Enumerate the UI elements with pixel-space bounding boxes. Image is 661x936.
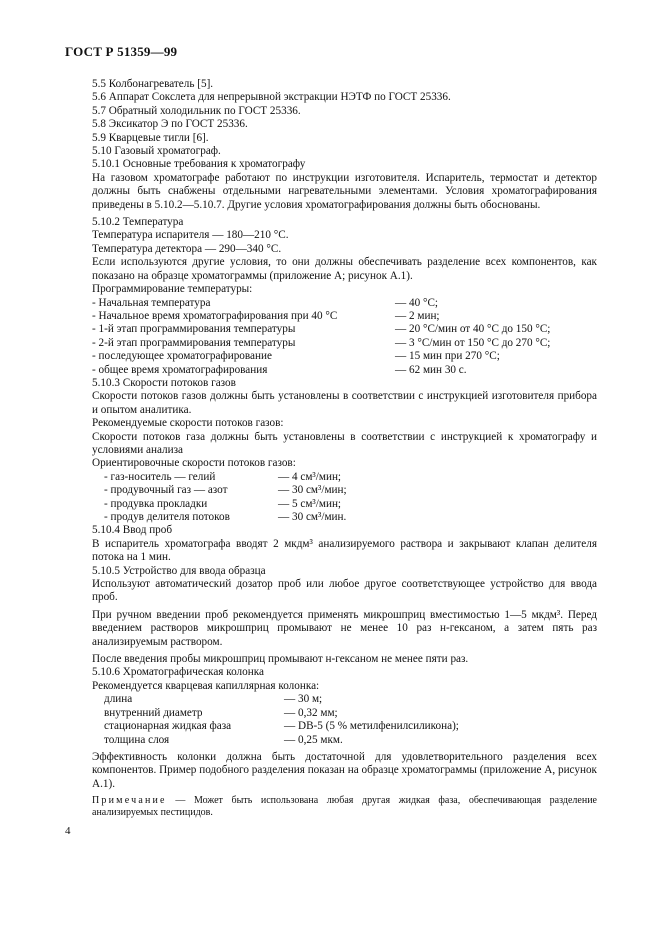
parameter-row bbox=[65, 693, 597, 706]
parameter-value: — 2 мин; bbox=[395, 309, 440, 322]
parameter-value: — 20 °С/мин от 40 °С до 150 °С; bbox=[395, 323, 551, 336]
paragraph: 5.10.3 Скорости потоков газов bbox=[92, 376, 236, 389]
parameter-row bbox=[65, 350, 597, 363]
paragraph: Скорости потоков газов должны быть установлены в соответствии с инструкцией изготовителя прибора и опытом аналитика. bbox=[92, 390, 597, 416]
paragraph: 5.10.4 Ввод проб bbox=[92, 524, 173, 537]
parameter-value: — 5 см³/мин; bbox=[278, 497, 342, 510]
paragraph: После введения пробы микрошприц промывают н-гексаном не менее пяти раз. bbox=[92, 653, 469, 666]
parameter-row bbox=[65, 498, 597, 511]
parameter-name: - 2-й этап программирования температуры bbox=[92, 336, 296, 349]
paragraph: 5.10.6 Хроматографическая колонка bbox=[92, 666, 264, 679]
parameter-value: — 30 м; bbox=[284, 693, 323, 706]
parameter-name: - Начальная температура bbox=[92, 296, 211, 309]
note-text: — Может быть использована любая другая жидкая фаза, обеспечивающая разделение анализируемых пестицидов. bbox=[92, 795, 597, 819]
parameter-row bbox=[65, 707, 597, 720]
parameter-value: — 40 °С; bbox=[395, 296, 439, 309]
paragraph: На газовом хроматографе работают по инструкции изготовителя. Испаритель, термостат и детектор должны быть снабжены отдельными нагревательными элементами. Условия хроматографирования приведены в 5.10.2—5.10.7. Другие условия хроматографирования должны быть обоснованы. bbox=[92, 171, 597, 211]
paragraph: Используют автоматический дозатор проб или любое другое соответствующее устройство для ввода проб. bbox=[92, 578, 597, 604]
paragraph: Температура испарителя — 180—210 °С. bbox=[92, 229, 289, 242]
paragraph: В испаритель хроматографа вводят 2 мкдм³ анализируемого раствора и закрывают клапан делителя потока на 1 мин. bbox=[92, 537, 597, 564]
parameter-name: - общее время хроматографирования bbox=[92, 363, 268, 376]
parameter-value: — 4 см³/мин; bbox=[278, 470, 342, 483]
parameter-row bbox=[65, 323, 597, 336]
paragraph: 5.5 Колбонагреватель [5]. bbox=[92, 78, 214, 90]
parameter-name: - 1-й этап программирования температуры bbox=[92, 323, 296, 336]
parameter-name: - продув делителя потоков bbox=[104, 511, 230, 523]
parameter-value: — DB-5 (5 % метилфенилсиликона); bbox=[284, 720, 459, 733]
parameter-row bbox=[65, 337, 597, 350]
parameter-name: внутренний диаметр bbox=[104, 706, 203, 719]
parameter-value: — 62 мин 30 с. bbox=[395, 363, 467, 376]
paragraph: Ориентировочные скорости потоков газов: bbox=[92, 457, 296, 470]
parameter-value: — 3 °С/мин от 150 °С до 270 °С; bbox=[395, 336, 551, 349]
parameter-value: — 0,32 мм; bbox=[284, 706, 338, 719]
note bbox=[65, 795, 597, 819]
parameter-name: - последующее хроматографирование bbox=[92, 350, 272, 363]
parameter-value: — 0,25 мкм. bbox=[284, 733, 343, 746]
document-body bbox=[65, 78, 597, 819]
parameter-row bbox=[65, 734, 597, 747]
parameter-value: — 30 см³/мин. bbox=[278, 511, 347, 523]
paragraph: 5.6 Аппарат Сокслета для непрерывной экстракции НЭТФ по ГОСТ 25336. bbox=[92, 91, 451, 104]
paragraph: Рекомендуемые скорости потоков газов: bbox=[92, 417, 284, 430]
paragraph: Температура детектора — 290—340 °С. bbox=[92, 242, 282, 255]
parameter-name: длина bbox=[104, 693, 133, 706]
parameter-name: - продувка прокладки bbox=[104, 497, 208, 510]
paragraph: Эффективность колонки должна быть достаточной для удовлетворительного разделения всех компонентов. Пример подобного разделения показан на образце хроматограммы (приложение А, рисунок А.1). bbox=[92, 750, 597, 790]
parameter-name: - продувочный газ — азот bbox=[104, 484, 228, 497]
parameter-name: стационарная жидкая фаза bbox=[104, 720, 232, 733]
paragraph: Рекомендуется кварцевая капиллярная колонка: bbox=[92, 679, 320, 692]
paragraph: 5.8 Эксикатор Э по ГОСТ 25336. bbox=[92, 118, 248, 131]
paragraph: 5.10 Газовый хроматограф. bbox=[92, 145, 221, 158]
paragraph: 5.10.1 Основные требования к хроматографу bbox=[92, 158, 306, 171]
page-header: ГОСТ Р 51359—99 bbox=[65, 44, 178, 59]
paragraph: 5.7 Обратный холодильник по ГОСТ 25336. bbox=[92, 104, 301, 117]
paragraph: 5.9 Кварцевые тигли [6]. bbox=[92, 131, 209, 144]
parameter-name: толщина слоя bbox=[104, 733, 170, 746]
parameter-value: — 15 мин при 270 °С; bbox=[395, 350, 500, 363]
paragraph: 5.10.2 Температура bbox=[92, 216, 184, 229]
paragraph: Программирование температуры: bbox=[92, 283, 253, 296]
parameter-row bbox=[65, 471, 597, 484]
page-number: 4 bbox=[65, 825, 71, 837]
parameter-value: — 30 см³/мин; bbox=[278, 484, 347, 497]
paragraph: Если используются другие условия, то они должны обеспечивать разделение всех компонентов, как показано на образце хроматограммы (приложение А; рисунок А.1). bbox=[92, 256, 597, 282]
paragraph: При ручном введении проб рекомендуется применять микрошприц вместимостью 1—5 мкдм³. Перед введением растворов микрошприц промывают не менее 10 раз н-гексаном, а затем пять раз анализируемым раствором. bbox=[92, 608, 597, 648]
parameter-name: - Начальное время хроматографирования при 40 °С bbox=[92, 309, 338, 322]
parameter-row bbox=[65, 310, 597, 323]
paragraph: Скорости потоков газа должны быть установлены в соответствии с инструкцией к хроматографу и условиями анализа bbox=[92, 430, 597, 456]
note-label: Примечание bbox=[92, 795, 167, 807]
parameter-name: - газ-носитель — гелий bbox=[104, 470, 216, 483]
parameter-row bbox=[65, 484, 597, 497]
parameter-row bbox=[65, 720, 597, 733]
parameter-row bbox=[65, 297, 597, 310]
parameter-row bbox=[65, 511, 597, 524]
parameter-row bbox=[65, 364, 597, 377]
paragraph: 5.10.5 Устройство для ввода образца bbox=[92, 564, 266, 577]
